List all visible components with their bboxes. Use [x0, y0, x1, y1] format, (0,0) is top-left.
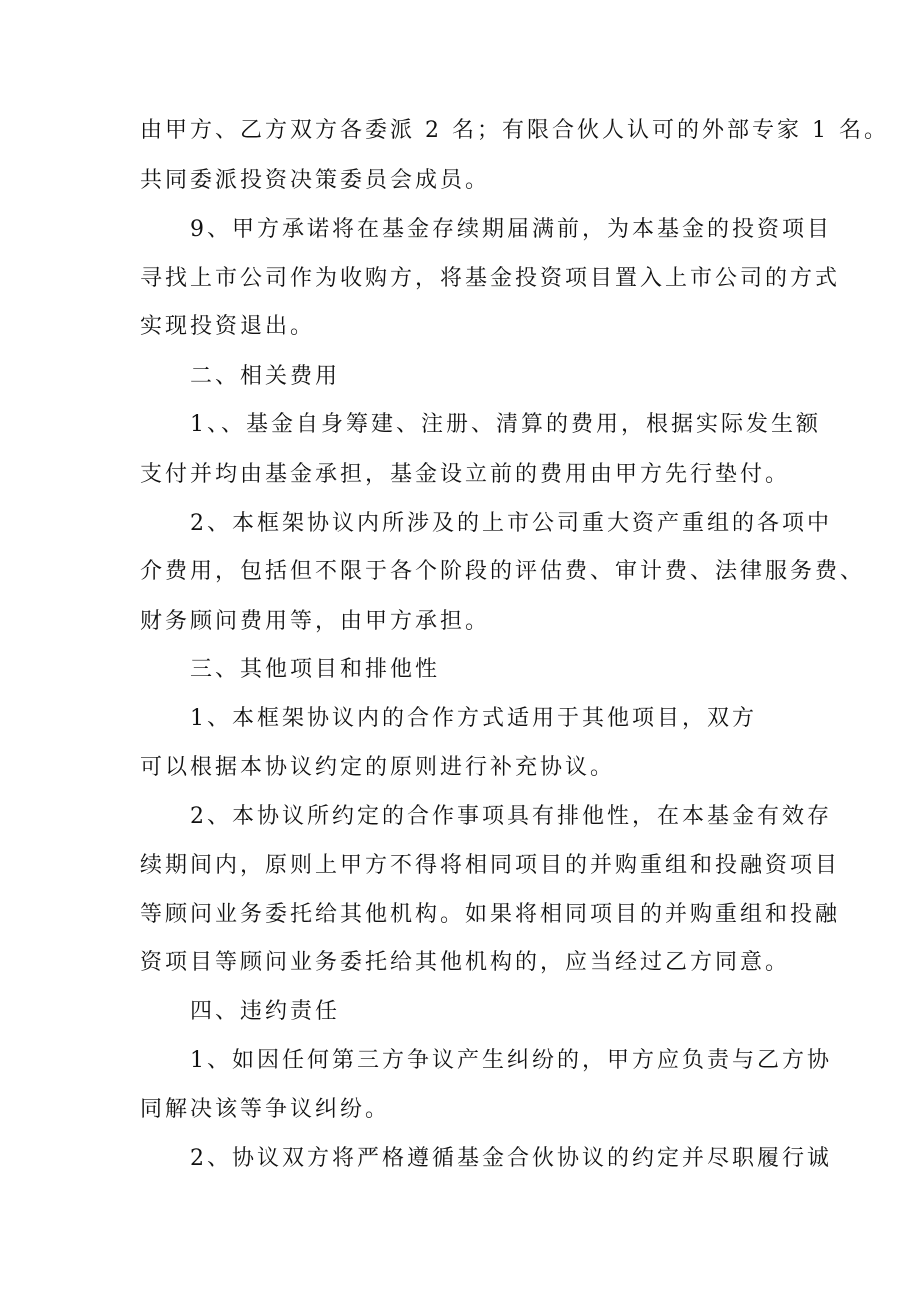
text-line: 资项目等顾问业务委托给其他机构的，应当经过乙方同意。 — [140, 950, 791, 975]
text-line: 同解决该等争议纠纷。 — [140, 1097, 391, 1122]
section-heading: 三、其他项目和排他性 — [190, 657, 441, 682]
text-line: 2、本协议所约定的合作事项具有排他性，在本基金有效存 — [190, 804, 832, 829]
text-line: 实现投资退出。 — [140, 314, 316, 339]
text-line: 1、、基金自身筹建、注册、清算的费用，根据实际发生额 — [190, 412, 821, 437]
text-line: 由甲方、乙方双方各委派 2 名；有限合伙人认可的外部专家 1 名。 — [140, 118, 889, 143]
text-line: 支付并均由基金承担，基金设立前的费用由甲方先行垫付。 — [140, 462, 791, 487]
text-line: 可以根据本协议约定的原则进行补充协议。 — [140, 755, 616, 780]
text-line: 2、本框架协议内所涉及的上市公司重大资产重组的各项中 — [190, 511, 832, 536]
text-line: 介费用，包括但不限于各个阶段的评估费、审计费、法律服务费、 — [140, 559, 866, 584]
text-line: 续期间内，原则上甲方不得将相同项目的并购重组和投融资项目 — [140, 853, 841, 878]
text-line: 2、协议双方将严格遵循基金合伙协议的约定并尽职履行诚 — [190, 1146, 832, 1171]
text-line: 等顾问业务委托给其他机构。如果将相同项目的并购重组和投融 — [140, 902, 841, 927]
text-line: 1、本框架协议内的合作方式适用于其他项目，双方 — [190, 706, 757, 731]
text-line: 1、如因任何第三方争议产生纠纷的，甲方应负责与乙方协 — [190, 1048, 832, 1073]
text-line: 9、甲方承诺将在基金存续期届满前，为本基金的投资项目 — [190, 217, 832, 242]
text-line: 共同委派投资决策委员会成员。 — [140, 168, 491, 193]
text-line: 财务顾问费用等，由甲方承担。 — [140, 609, 491, 634]
text-line: 寻找上市公司作为收购方，将基金投资项目置入上市公司的方式 — [140, 266, 841, 291]
section-heading: 四、违约责任 — [190, 999, 341, 1024]
section-heading: 二、相关费用 — [190, 364, 341, 389]
